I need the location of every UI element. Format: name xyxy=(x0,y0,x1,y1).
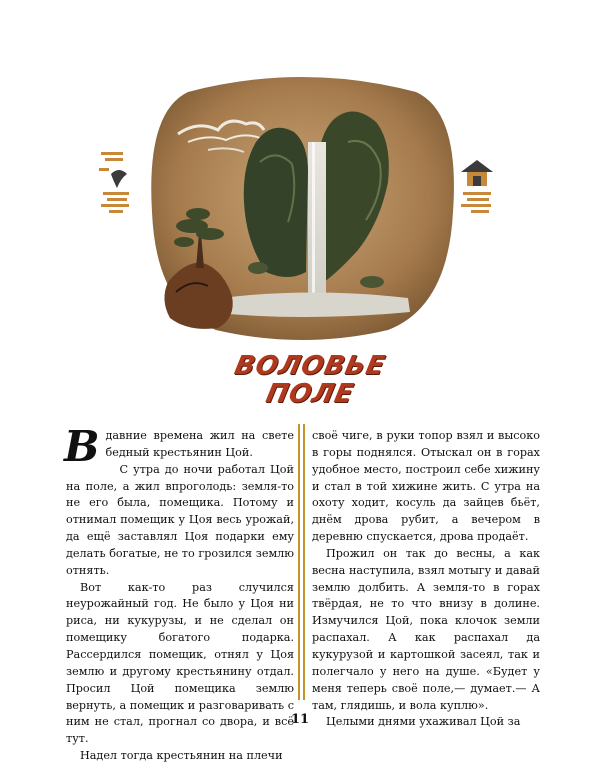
paragraph xyxy=(64,422,294,471)
right-ornament-icon xyxy=(457,148,497,220)
column-rule-left xyxy=(298,424,300,700)
paragraph: Надел тогда крестьянин на плечи xyxy=(80,749,283,763)
paragraph-text: давние времена жил на свете бедный крестьянин Цой. xyxy=(105,429,294,459)
left-ornament-icon xyxy=(97,148,137,220)
title-line-1: ВОЛОВЬЕ xyxy=(231,351,389,381)
paragraph: Вот как-то раз случился неурожайный год. Не было у Цоя ни риса, ни кукурузы, и не сделал он помещику богатого подарка. Рассердился помещик, отнял у Цоя землю и другому крестьянину отдал. Просил Цой помещика землю вернуть, а помещик и разговаривать с ним не стал, прогнал со двора, и всё тут. xyxy=(66,580,294,746)
paragraph: Целыми днями ухаживал Цой за xyxy=(326,715,521,729)
waterfall-illustration xyxy=(148,72,456,342)
text-column-right xyxy=(312,428,540,731)
title-line-2: ПОЛЕ xyxy=(263,379,357,409)
drop-cap: В xyxy=(64,422,100,471)
paragraph: Прожил он так до весны, а как весна наступила, взял мотыгу и давай землю долбить. А земля-то в горах твёрдая, не то что внизу в долине. Измучился Цой, пока клочок земли распахал. А как распахал да кукурузой и картошкой засеял, так и полегчало у него на душе. «Будет у меня теперь своё поле,— думает.— А там, глядишь, и вола куплю». xyxy=(312,546,540,712)
page-number: 11 xyxy=(290,712,310,727)
story-title xyxy=(220,352,400,408)
paragraph: своё чиге, в руки топор взял и высоко в горы поднялся. Отыскал он в горах удобное место, построил себе хижину и стал в той хижине жить. С утра на охоту ходит, косуль да зайцев бьёт, днём дрова рубит, а вечером в деревню спускается, дрова продаёт. xyxy=(312,429,540,544)
waterfall xyxy=(308,142,326,302)
column-rule-right xyxy=(303,424,305,700)
paragraph: С утра до ночи работал Цой на поле, а жил впроголодь: земля-то не его была, помещика. Потому и отнимал помещик у Цоя весь урожай, да ещё заставлял Цоя подарки ему делать богатые, не то грозился землю отнять. xyxy=(66,462,294,577)
